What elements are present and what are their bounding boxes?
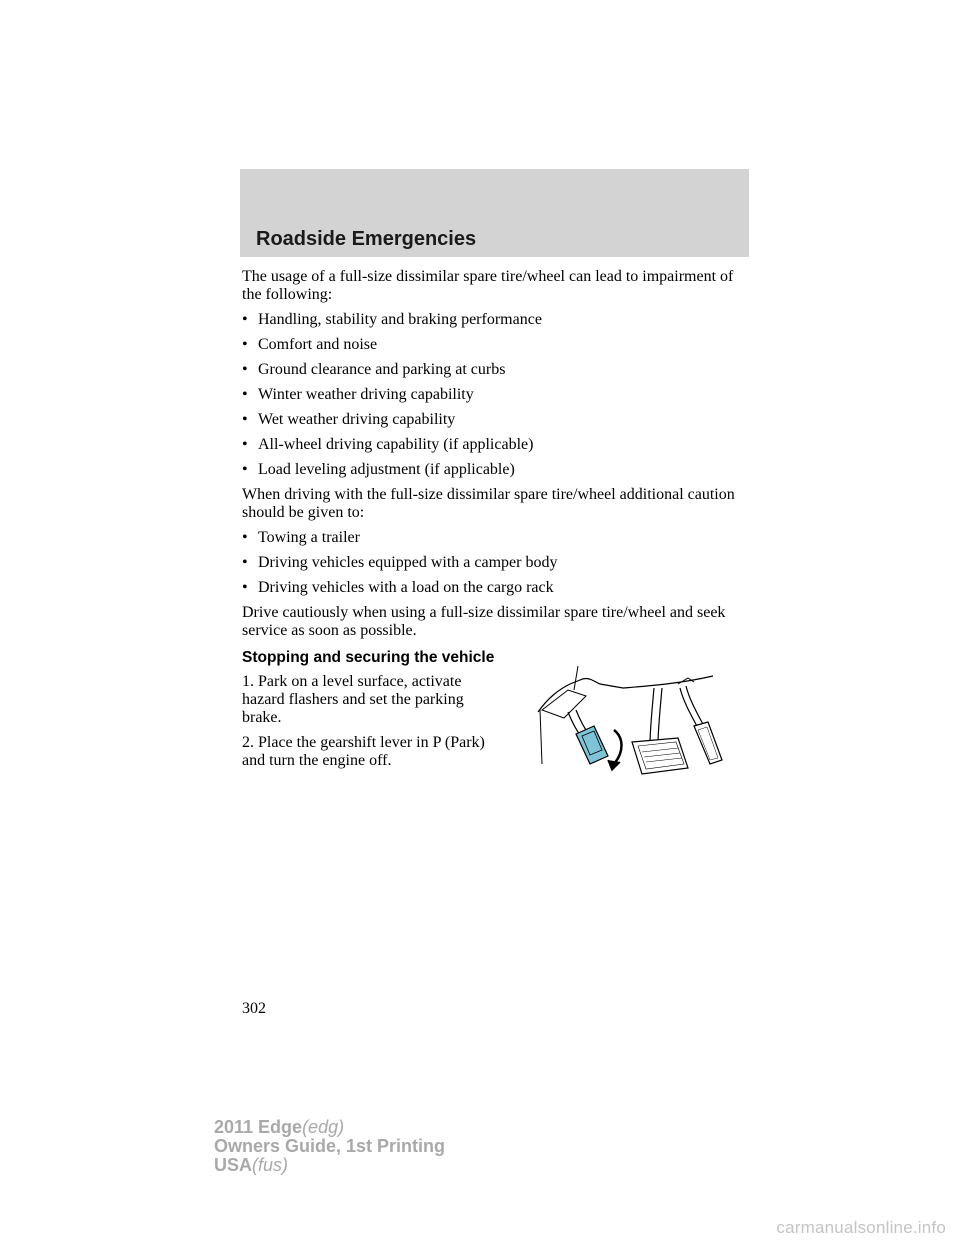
bullet-icon: • [242, 361, 248, 378]
footer-guide-title: Owners Guide, 1st Printing [214, 1136, 446, 1156]
bullet-icon: • [242, 529, 248, 546]
list-item: • Ground clearance and parking at curbs [242, 361, 506, 378]
caution-paragraph: When driving with the full-size dissimilar spare tire/wheel additional caution should be given to: [242, 486, 735, 521]
steps-list [242, 673, 497, 770]
parking-brake-illustration [528, 660, 748, 780]
step-item: 1. Park on a level surface, activate hazard flashers and set the parking brake. [242, 673, 464, 726]
footer-market: USA [214, 1155, 253, 1175]
bullet-icon: • [242, 579, 248, 596]
list-item: • Winter weather driving capability [242, 386, 474, 403]
footer-market-code: (fus) [252, 1155, 289, 1175]
bullet-icon: • [242, 554, 248, 571]
caution-list [242, 529, 752, 597]
list-item: • Load leveling adjustment (if applicable) [242, 461, 515, 478]
drive-note-paragraph: Drive cautiously when using a full-size dissimilar spare tire/wheel and seek service as soon as possible. [242, 604, 726, 639]
document-footer [214, 1118, 445, 1175]
list-item: • All-wheel driving capability (if applicable) [242, 436, 534, 453]
list-item: • Handling, stability and braking performance [242, 311, 542, 328]
page-number: 302 [242, 1000, 266, 1017]
bullet-icon: • [242, 411, 248, 428]
subsection-heading: Stopping and securing the vehicle [242, 649, 495, 666]
list-item: • Comfort and noise [242, 336, 378, 353]
bullet-icon: • [242, 461, 248, 478]
section-header-band [240, 169, 749, 257]
list-item: • Wet weather driving capability [242, 411, 456, 428]
bullet-icon: • [242, 386, 248, 403]
section-title: Roadside Emergencies [256, 228, 477, 250]
intro-paragraph: The usage of a full-size dissimilar spare tire/wheel can lead to impairment of the following: [242, 268, 734, 303]
step-item: 2. Place the gearshift lever in P (Park) and turn the engine off. [242, 734, 485, 769]
list-item: • Towing a trailer [242, 529, 360, 546]
watermark: carmanualsonline.info [776, 1218, 946, 1237]
footer-model: 2011 Edge [214, 1117, 303, 1137]
pedal-diagram-icon [528, 660, 748, 780]
bullet-icon: • [242, 311, 248, 328]
list-item: • Driving vehicles with a load on the cargo rack [242, 579, 554, 596]
bullet-icon: • [242, 436, 248, 453]
bullet-icon: • [242, 336, 248, 353]
footer-model-code: (edg) [302, 1117, 345, 1137]
list-item: • Driving vehicles equipped with a camper body [242, 554, 558, 571]
impairment-list [242, 311, 752, 479]
